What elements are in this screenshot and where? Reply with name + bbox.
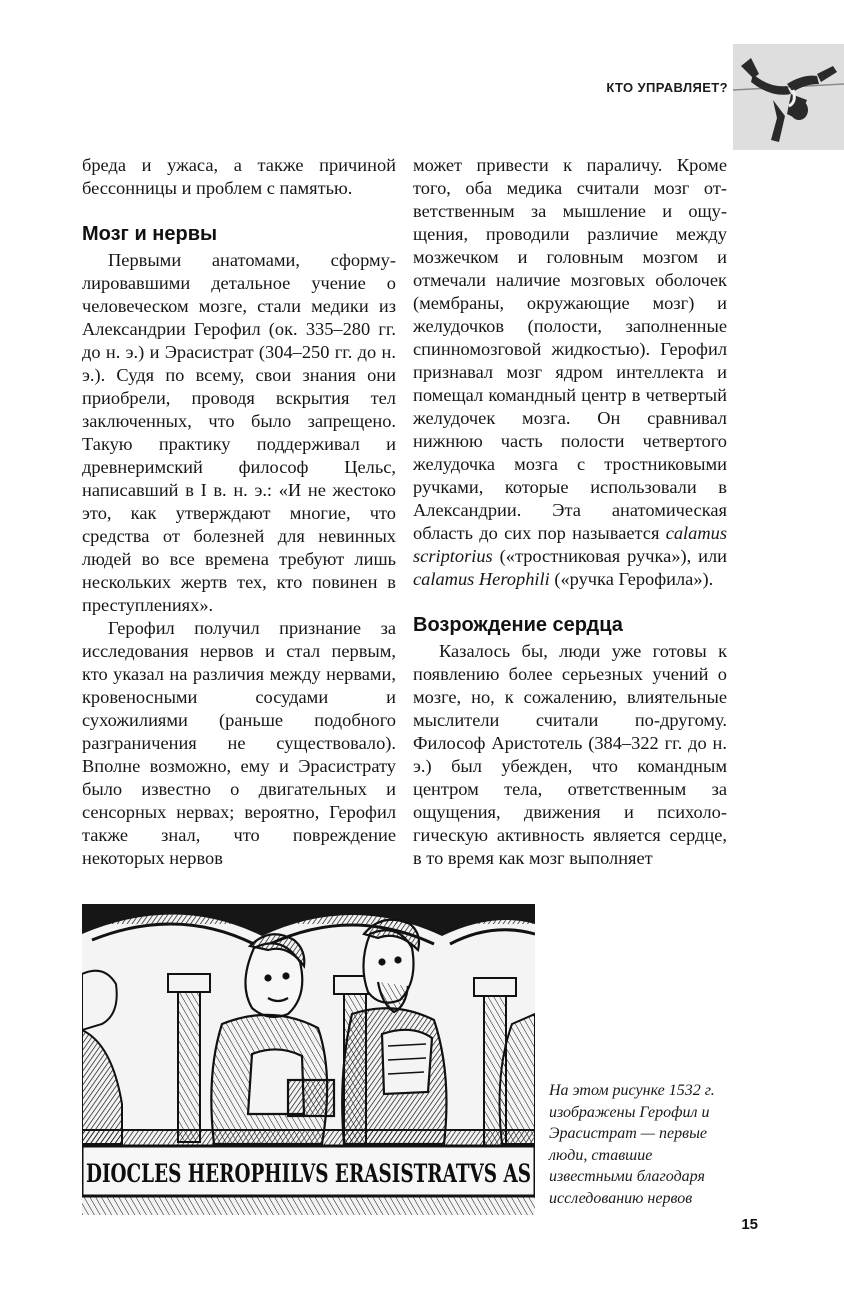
- woodcut-illustration: [82, 904, 535, 1215]
- text-run: («ручка Герофила»).: [549, 569, 714, 589]
- paragraph-continued: [413, 154, 727, 591]
- right-column: [413, 154, 727, 870]
- latin-term: calamus Herophili: [413, 569, 550, 589]
- woodcut-banner-text: DIOCLES HEROPHILVS ERASISTRATVS AS: [86, 1159, 531, 1188]
- running-head: КТО УПРАВЛЯЕТ?: [606, 80, 728, 95]
- paragraph: Казалось бы, люди уже готовы к появлению более серьезных учений о мозге, но, к сожалению, влиятельные мыслители считали по-другому. Философ Аристотель (384–322 гг. до н. э.) был убежден, что командным центром тела, ответственным за ощущения, движения и психологическую активность является сердце, в то время как мозг выполняет: [413, 641, 727, 868]
- paragraph: Герофил получил признание за исследования нервов и стал первым, кто указал на различия между нервами, кровеносными сосудами и сухожилиями (раньше подобного разграничения не существовало). Вполне возможно, ему и Эрасистрату было известно о двигательных и сенсорных нервах; вероятно, Герофил также знал, что повреждение некоторых нервов: [82, 618, 396, 868]
- woodcut-figure: [82, 904, 535, 1215]
- page-number: 15: [741, 1216, 758, 1233]
- high-jumper-image: [733, 44, 844, 150]
- latin-term: calamus scriptorius: [413, 523, 727, 566]
- text-run: («тростниковая ручка»), или: [492, 546, 727, 566]
- left-column: [82, 154, 396, 870]
- paragraph: Первыми анатомами, сформулировавшими детальное учение о человеческом мозге, стали медики из Александрии Герофил (ок. 335–280 гг. до н. э.) и Эрасистрат (304–250 гг. до н. э.). Судя по всему, свои знания они приобрели, проводя вскрытия тел заключенных, что было запрещено. Такую практику поддерживал и древнеримский философ Цельс, написавший в I в. н. э.: «И не жестоко это, как утверждают многие, что средства от болезней для невинных людей во все времена требуют лишь нескольких жертв тех, кто повинен в преступлениях».: [82, 250, 396, 615]
- figure-caption: На этом рисунке 1532 г. изображены Герофил и Эрасистрат — первые люди, ставшие известными благодаря исследованию нервов: [549, 1082, 715, 1207]
- text-run: может привести к параличу. Кроме того, оба медика считали мозг ответственным за мышление и ощущения, проводили различие между мозжечком и головным мозгом и отмечали наличие мозговых оболочек (мембраны, окружающие мозг) и желудочков (полости, заполненные спинномозговой жидкостью). Герофил признавал мозг ядром интеллекта и помещал командный центр в четвертый желудочек мозга. Он сравнивал нижнюю часть полости четвертого желудочка мозга с тростниковыми ручками, которые использовали в Александрии. Эта анатомическая область до сих пор называется: [413, 155, 727, 543]
- section-heading-brain-and-nerves: Мозг и нервы: [82, 223, 218, 245]
- paragraph-continued: бреда и ужаса, а также причиной бессонницы и проблем с памятью.: [82, 155, 396, 198]
- header-thumbnail-high-jumper: [733, 44, 844, 150]
- section-heading-heart-revival: Возрождение сердца: [413, 614, 623, 636]
